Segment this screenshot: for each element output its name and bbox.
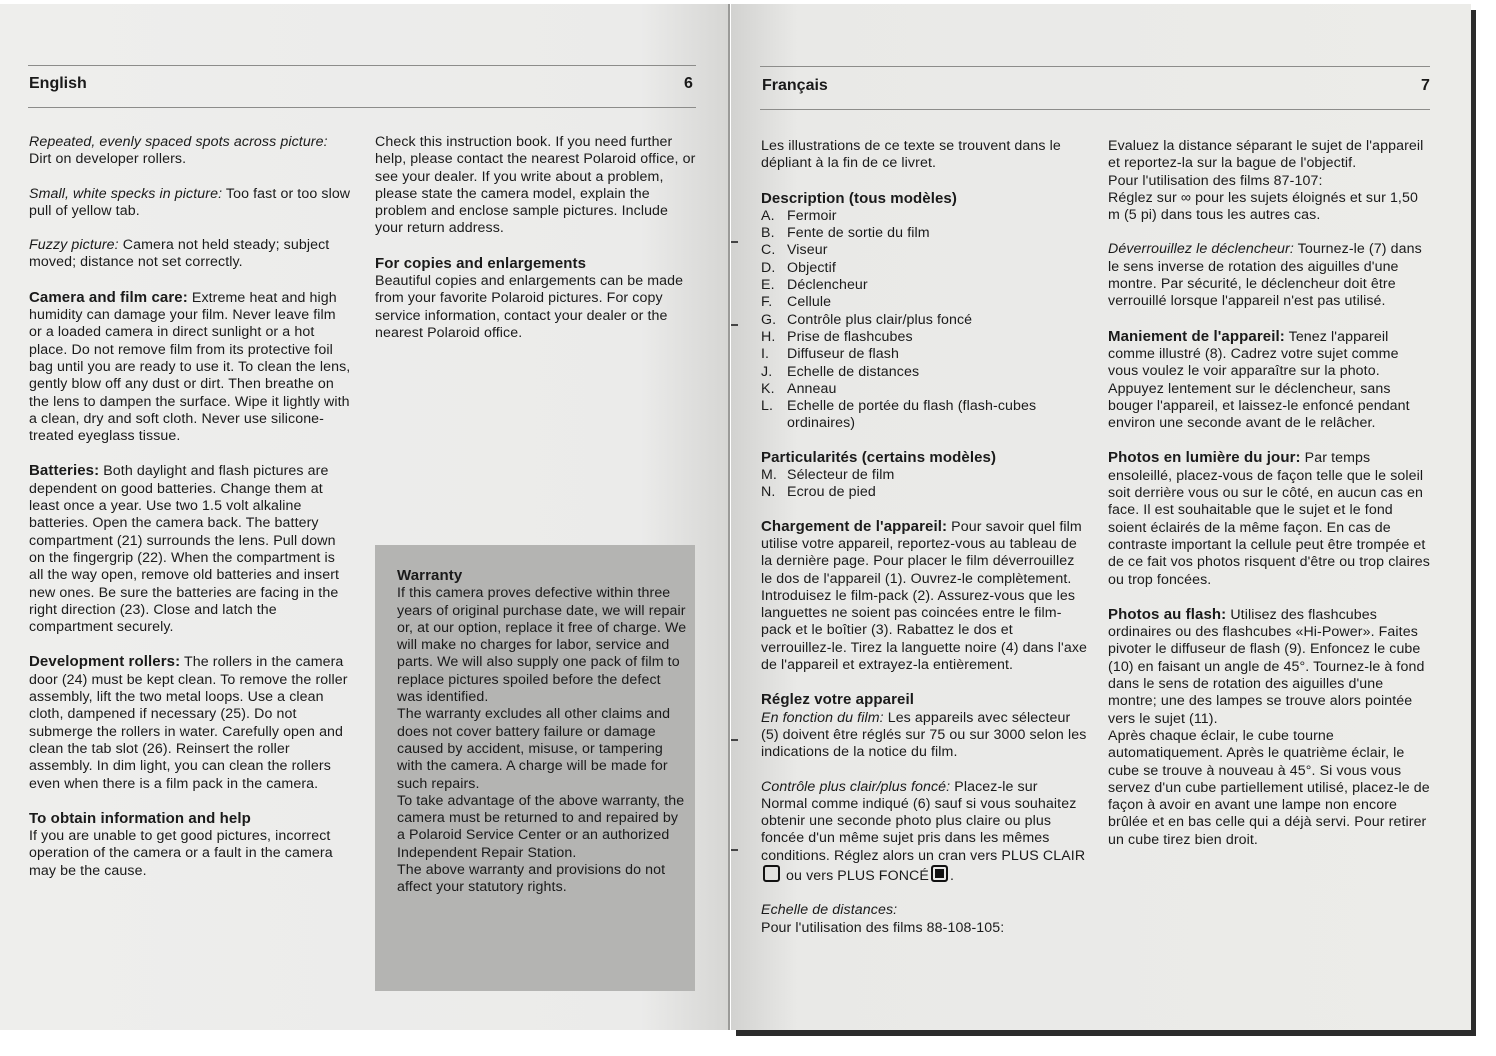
list-item-key: L. — [761, 398, 774, 415]
heading-text: Warranty — [397, 567, 463, 584]
paragraph-text: Dirt on developer rollers. — [29, 151, 187, 168]
section-heading — [29, 810, 352, 828]
section-heading — [761, 190, 1087, 208]
list-item-key: N. — [761, 484, 776, 501]
list-item-label: Contrôle plus clair/plus foncé — [787, 311, 973, 328]
list-item-label: Echelle de portée du flash (flash-cubes ordinaires) — [787, 398, 1037, 432]
paragraph-text: Les appareils avec sélecteur (5) doivent être réglés sur 75 ou sur 3000 selon les indications de la notice du film. — [761, 709, 1087, 761]
list-item — [761, 398, 1087, 433]
paragraph-text: Après chaque éclair, le cube tourne automatiquement. Après le quatrième éclair, le cube se trouve à nouveau à 45°. Si vous vous servez d'un cube partiellement utilisé, placez-le de façon à avoir en avant une lampe non encore brûlée et en bas celle qui a déjà servi. Pour retirer un cube tirez bien droit. — [1108, 727, 1430, 848]
list-item-label: Sélecteur de film — [787, 467, 895, 484]
paragraph-text: The above warranty and provisions do not affect your statutory rights. — [397, 862, 666, 896]
header-rule — [28, 65, 696, 66]
paragraph-text: Check this instruction book. If you need further help, please contact the nearest Polaroid office, or see your dealer. If you write about a problem, please state the camera model, explain the problem and enclose sample pictures. Include your return address. — [375, 134, 696, 237]
section-heading: Photos au flash: — [1108, 605, 1227, 623]
paragraph-text: Pour savoir quel film utilise votre appareil, reportez-vous au tableau de la dernière page. Pour placer le film déverrouillez le dos de l'appareil (1). Ouvrez-le complètement. Introduisez le film-pack (2). Assurez-vous que les languettes ne soient pas coincées entre le film-pack et le boîtier (3). Rabattez le dos et verrouillez-le. Tirez la languette noire (4) dans l'axe de l'appareil et extrayez-la entièrement. — [761, 518, 1088, 674]
paragraph — [1108, 449, 1431, 588]
list-item-key: J. — [761, 363, 773, 380]
list-item-label: Déclencheur — [787, 277, 868, 294]
list-item — [761, 225, 1087, 242]
page-language-header: English — [29, 75, 87, 92]
heading-text: Réglez votre appareil — [761, 691, 914, 709]
fold-mark — [731, 241, 738, 243]
paragraph-text: Tournez-le (7) dans le sens inverse de rotation des aiguilles d'une montre. Par sécurité, le déclencheur doit être verrouillé lorsque l'appareil n'est pas utilisé. — [1108, 241, 1422, 310]
list-item — [761, 381, 1087, 398]
list-item-key: C. — [761, 242, 776, 259]
paragraph — [1108, 241, 1431, 310]
list-item-label: Cellule — [787, 294, 832, 311]
section-heading: Maniement de l'appareil: — [1108, 327, 1285, 345]
paragraph — [29, 289, 352, 446]
list-item — [761, 260, 1087, 277]
list-item-key: I. — [761, 346, 770, 363]
paragraph — [29, 653, 352, 792]
paragraph — [1108, 606, 1431, 728]
section-heading — [375, 255, 697, 273]
list-item-key: K. — [761, 380, 775, 397]
list-item — [761, 208, 1087, 225]
italic-lead: Déverrouillez le déclencheur: — [1108, 241, 1294, 258]
paragraph-text: If you are unable to get good pictures, incorrect operation of the camera or a fault in the camera may be the cause. — [29, 828, 333, 879]
right-page — [731, 4, 1471, 1030]
right-column-1 — [761, 138, 1087, 937]
fold-mark — [731, 324, 738, 326]
italic-lead: Repeated, evenly spaced spots across picture: — [29, 134, 328, 150]
list-item-label: Viseur — [787, 242, 828, 259]
page-number: 6 — [684, 75, 693, 92]
lighter-symbol-icon — [763, 865, 780, 882]
list-item-label: Diffuseur de flash — [787, 346, 899, 363]
heading-text: Particularités (certains modèles) — [761, 448, 997, 466]
paragraph-text: Pour l'utilisation des films 87-107: — [1108, 172, 1323, 189]
paragraph-text: Extreme heat and high humidity can damage your film. Never leave film or a loaded camera in direct sunlight or a hot place. Do not remove film from its protective foil bag until you are ready to use it. To clean the lens, gently blow off any dust or dirt. Then breathe on the lens to dampen the surface. Wipe it lightly with a clean, dry and soft cloth. Never use silicone-treated eyeglass tissue. — [29, 289, 351, 445]
header-rule — [760, 66, 1430, 67]
list-item — [761, 346, 1087, 363]
paragraph-text: To take advantage of the above warranty, the camera must be returned to and repaired by a Polaroid Service Center or an authorized Independent Repair Station. — [397, 792, 685, 861]
warranty-text — [397, 567, 687, 897]
fold-mark — [731, 739, 738, 741]
list-item — [761, 364, 1087, 381]
list-item-key: E. — [761, 277, 775, 294]
features-list — [761, 467, 1087, 502]
paragraph-text: The rollers in the camera door (24) must be kept clean. To remove the roller assembly, lift the two metal loops. Use a clean cloth, dampened if necessary (25). Do not submerge the rollers in water. Carefully open and clean the tab slot (26). Reinsert the roller assembly. In dim light, you can clean the rollers even when there is a film pack in the camera. — [29, 654, 348, 792]
section-heading — [761, 691, 1087, 709]
list-item-key: F. — [761, 294, 773, 311]
paragraph-text: Utilisez des flashcubes ordinaires ou des flashcubes «Hi-Power». Faites pivoter le diffuseur de flash (9). Enfoncez le cube (10) en faisant un angle de 45°. Tournez-le à fond dans le sens de rotation des aiguilles d'une montre; une des lampes se trouve alors pointée vers le sujet (11). — [1108, 606, 1425, 727]
section-heading: Photos en lumière du jour: — [1108, 449, 1301, 467]
paragraph — [29, 186, 352, 221]
paragraph-text: Réglez sur ∞ pour les sujets éloignés et sur 1,50 m (5 pi) dans tous les autres cas. — [1108, 189, 1418, 224]
list-item-key: A. — [761, 207, 775, 224]
list-item — [761, 294, 1087, 311]
list-item-key: H. — [761, 328, 776, 345]
italic-lead: Small, white specks in picture: — [29, 185, 223, 202]
paragraph — [761, 710, 1087, 762]
paragraph-text: Placez-le sur Normal comme indiqué (6) sauf si vous souhaitez obtenir une seconde photo plus claire ou plus foncée d'un même sujet pris dans les mêmes conditions. Réglez alors un cran vers PLUS CLAIR — [761, 778, 1086, 864]
paragraph-text: If this camera proves defective within three years of original purchase date, we will repair or, at our option, replace it free of charge. We will make no charges for labor, service and parts. We will also supply one pack of film to replace pictures spoiled before the defect was identified. — [397, 585, 687, 706]
list-item-label: Echelle de distances — [787, 363, 920, 380]
paragraph — [29, 462, 352, 636]
list-item — [761, 242, 1087, 259]
paragraph — [29, 134, 352, 169]
left-column-2 — [375, 134, 697, 342]
list-item-label: Prise de flashcubes — [787, 328, 913, 345]
section-heading: Development rollers: — [29, 653, 181, 671]
darker-symbol-icon — [931, 865, 948, 882]
left-column-1 — [29, 134, 352, 880]
paragraph-text: Evaluez la distance séparant le sujet de l'appareil et reportez-la sur la bague de l'objectif. — [1108, 138, 1424, 172]
left-page — [0, 4, 730, 1030]
paragraph-text: Tenez l'appareil comme illustré (8). Cadrez votre sujet comme vous voulez le voir apparaître sur la photo. Appuyez lentement sur le déclencheur, sans bouger l'appareil, et laissez-le enfoncé pendant environ une seconde avant de le relâcher. — [1108, 328, 1410, 432]
italic-lead: Echelle de distances: — [761, 902, 898, 919]
list-item-label: Fermoir — [787, 207, 837, 224]
paragraph-text: . — [949, 867, 955, 884]
warranty-box — [375, 545, 695, 991]
list-item-key: B. — [761, 225, 775, 242]
header-rule — [760, 109, 1430, 110]
italic-lead: En fonction du film: — [761, 709, 884, 726]
list-item-key: G. — [761, 311, 777, 328]
right-column-2 — [1108, 138, 1431, 849]
heading-text: Description (tous modèles) — [761, 189, 957, 207]
paragraph-text: Both daylight and flash pictures are dependent on good batteries. Change them at least once a year. Use two 1.5 volt alkaline batteries. Open the camera back. The battery compartment (21) surrounds the lens. Pull down on the fingergrip (22). When the compartment is all the way open, remove old batteries and insert new ones. Be sure the batteries are facing in the right direction (23). Close and latch the compartment securely. — [29, 463, 340, 636]
paragraph-text: ou vers PLUS FONCÉ — [782, 867, 929, 884]
list-item-label: Ecrou de pied — [787, 484, 876, 501]
italic-lead: Fuzzy picture: — [29, 237, 119, 254]
paragraph — [761, 779, 1087, 886]
italic-lead: Contrôle plus clair/plus foncé: — [761, 778, 951, 795]
page-number: 7 — [1421, 77, 1430, 94]
paragraph — [1108, 328, 1431, 433]
list-item — [761, 467, 1087, 484]
paragraph-text: Par temps ensoleillé, placez-vous de façon telle que le soleil soit derrière vous ou sur le côté, en aucun cas en face. Il est souhaitable que le sujet et le fond soient éclairés de la même façon. En cas de contraste important la cellule peut être trompée et de ce fait vos photos risquent d'être ou trop claires ou trop foncées. — [1108, 450, 1430, 588]
list-item-label: Fente de sortie du film — [787, 225, 930, 242]
heading-text: For copies and enlargements — [375, 254, 587, 272]
description-list — [761, 208, 1087, 433]
list-item-key: M. — [761, 467, 777, 484]
section-heading: Camera and film care: — [29, 288, 188, 306]
paragraph-text: Beautiful copies and enlargements can be made from your favorite Polaroid pictures. For copy service information, contact your dealer or the nearest Polaroid office. — [375, 273, 684, 341]
list-item-key: D. — [761, 259, 776, 276]
list-item-label: Anneau — [787, 380, 837, 397]
section-heading — [761, 449, 1087, 467]
paragraph — [761, 902, 1087, 919]
paragraph-text: The warranty excludes all other claims and does not cover battery failure or damage caused by accident, misuse, or tampering with the camera. A charge will be made for such repairs. — [397, 706, 671, 792]
page-language-header: Français — [762, 77, 828, 94]
heading-text: To obtain information and help — [29, 809, 251, 827]
paragraph — [29, 237, 352, 272]
paragraph-text: Too fast or too slow pull of yellow tab. — [29, 185, 351, 219]
list-item — [761, 277, 1087, 294]
paragraph-text: Camera not held steady; subject moved; distance not set correctly. — [29, 237, 330, 271]
list-item — [761, 312, 1087, 329]
paragraph-text: Pour l'utilisation des films 88-108-105: — [761, 919, 1005, 936]
list-item-label: Objectif — [787, 259, 836, 276]
header-rule — [28, 107, 696, 108]
fold-mark — [731, 849, 738, 851]
list-item — [761, 484, 1087, 501]
section-heading: Chargement de l'appareil: — [761, 517, 948, 535]
paragraph-text: Les illustrations de ce texte se trouvent dans le dépliant à la fin de ce livret. — [761, 138, 1061, 172]
section-heading: Batteries: — [29, 462, 100, 480]
warranty-title — [397, 567, 687, 585]
list-item — [761, 329, 1087, 346]
paragraph — [761, 518, 1087, 675]
